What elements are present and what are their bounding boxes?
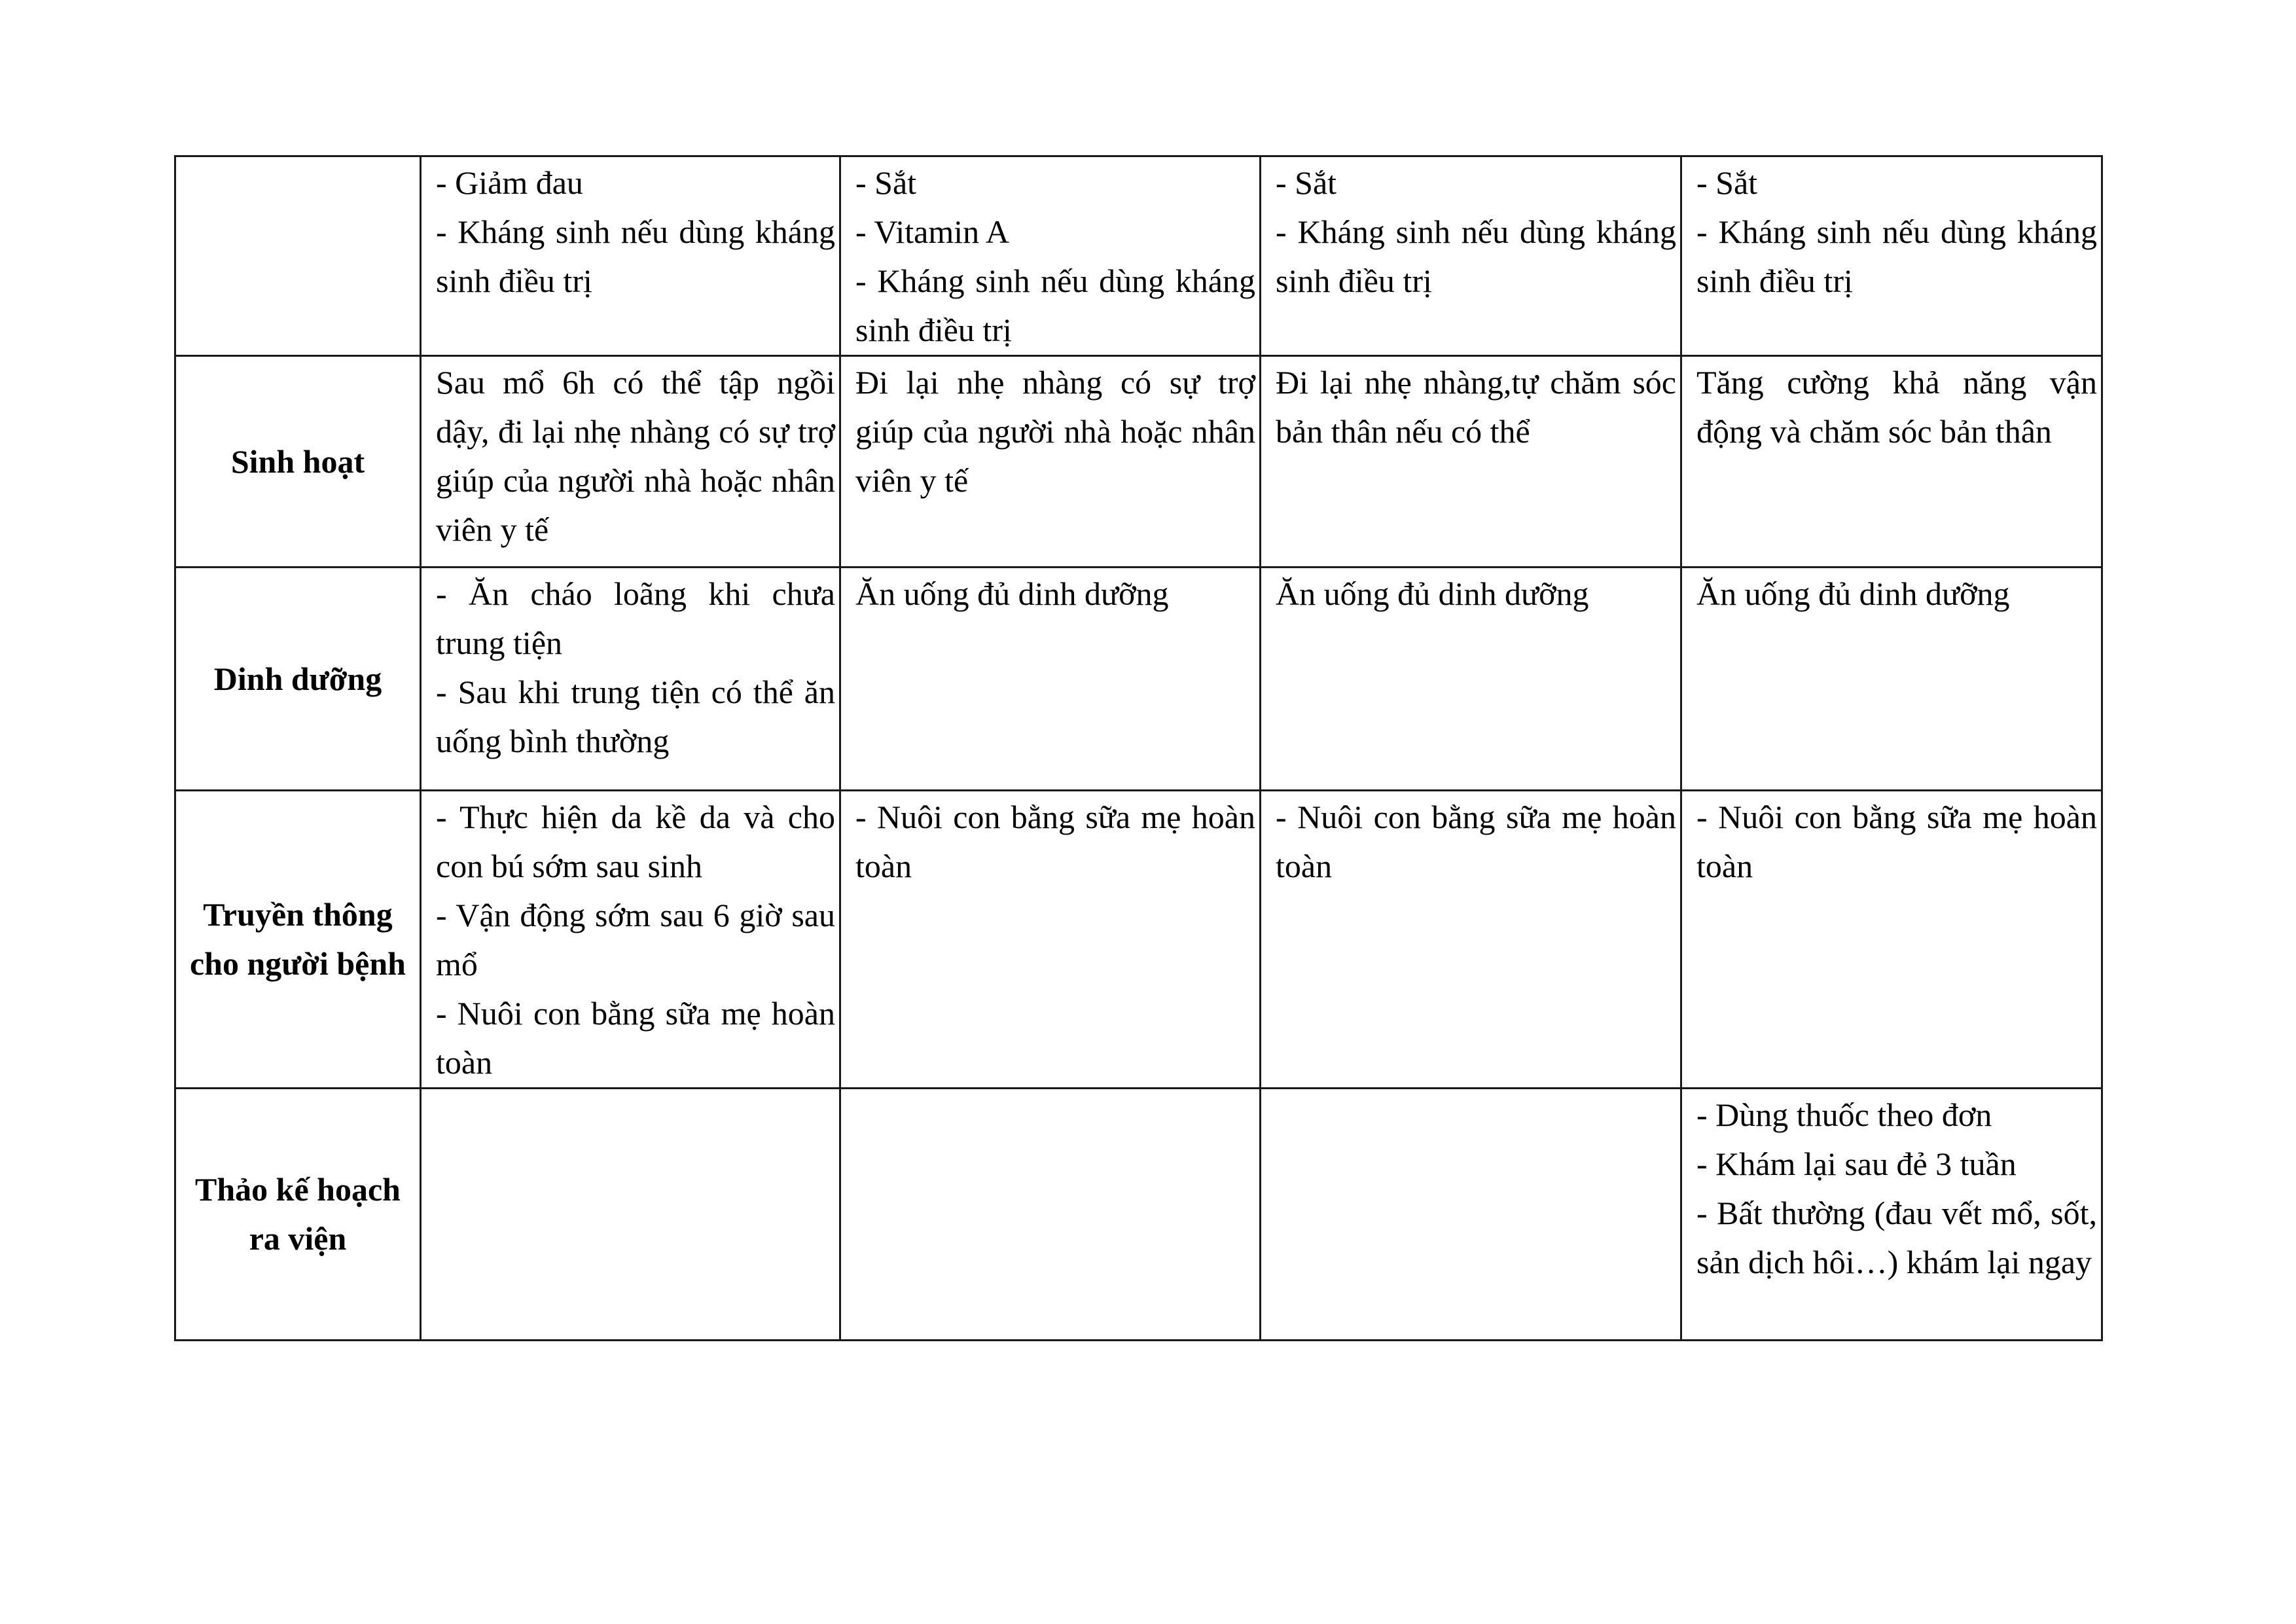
cell-text-line: - Kháng sinh nếu dùng kháng sinh điều trị [855, 262, 1255, 348]
table-row [175, 568, 2102, 791]
care-plan-table [174, 155, 2103, 1341]
cell-text-line: - Thực hiện da kề da và cho con bú sớm sau sinh [436, 799, 835, 884]
table-cell [1261, 791, 1681, 1089]
cell-text-line: - Khám lại sau đẻ 3 tuần [1696, 1146, 2017, 1182]
cell-text-line: - Vận động sớm sau 6 giờ sau mổ [436, 897, 835, 983]
cell-text-line: - Nuôi con bằng sữa mẹ hoàn toàn [1696, 799, 2097, 884]
row-header-cell: Sinh hoạt [175, 356, 421, 568]
table-cell [840, 568, 1261, 791]
table-cell [421, 156, 840, 356]
cell-text-line: - Bất thường (đau vết mổ, sốt, sản dịch hôi…) khám lại ngay [1696, 1195, 2097, 1280]
cell-text-line: - Sắt [855, 164, 917, 201]
cell-text-line: - Giảm đau [436, 164, 583, 201]
cell-text-line: - Nuôi con bằng sữa mẹ hoàn toàn [1276, 799, 1676, 884]
cell-text-line: Ăn uống đủ dinh dưỡng [1696, 575, 2010, 612]
table-cell [1681, 568, 2102, 791]
table-cell [421, 568, 840, 791]
cell-text-line: - Sau khi trung tiện có thể ăn uống bình thường [436, 674, 835, 759]
table-cell [421, 356, 840, 568]
cell-text-line: - Ăn cháo loãng khi chưa trung tiện [436, 575, 835, 661]
table-row [175, 156, 2102, 356]
cell-text-line: - Dùng thuốc theo đơn [1696, 1096, 1992, 1133]
care-plan-table-body [175, 156, 2102, 1341]
table-cell [421, 1089, 840, 1341]
cell-text-line: - Nuôi con bằng sữa mẹ hoàn toàn [855, 799, 1255, 884]
table-cell [1681, 356, 2102, 568]
table-cell [1681, 791, 2102, 1089]
row-header-cell: Truyền thông cho người bệnh [175, 791, 421, 1089]
cell-text-line: Đi lại nhẹ nhàng có sự trợ giúp của người nhà hoặc nhân viên y tế [855, 364, 1255, 499]
cell-text-line: - Vitamin A [855, 213, 1009, 250]
table-cell [1261, 568, 1681, 791]
cell-text-line: - Sắt [1696, 164, 1758, 201]
row-header-cell: Thảo kế hoạch ra viện [175, 1089, 421, 1341]
cell-text-line: - Sắt [1276, 164, 1337, 201]
table-cell [840, 1089, 1261, 1341]
cell-text-line: Sau mổ 6h có thể tập ngồi dậy, đi lại nhẹ nhàng có sự trợ giúp của người nhà hoặc nhân viên y tế [436, 364, 835, 548]
cell-text-line: - Kháng sinh nếu dùng kháng sinh điều trị [436, 213, 835, 299]
cell-text-line: Tăng cường khả năng vận động và chăm sóc bản thân [1696, 364, 2097, 450]
cell-text-line: - Kháng sinh nếu dùng kháng sinh điều trị [1276, 213, 1676, 299]
table-cell [840, 791, 1261, 1089]
row-header-cell [175, 156, 421, 356]
table-cell [840, 156, 1261, 356]
table-cell [1261, 156, 1681, 356]
row-header-cell: Dinh dưỡng [175, 568, 421, 791]
table-cell [840, 356, 1261, 568]
table-cell [1261, 356, 1681, 568]
cell-text-line: Đi lại nhẹ nhàng,tự chăm sóc bản thân nếu có thể [1276, 364, 1676, 450]
cell-text-line: Ăn uống đủ dinh dưỡng [855, 575, 1169, 612]
table-cell [1681, 156, 2102, 356]
table-row [175, 791, 2102, 1089]
cell-text-line: - Nuôi con bằng sữa mẹ hoàn toàn [436, 995, 835, 1081]
table-cell [421, 791, 840, 1089]
table-row [175, 1089, 2102, 1341]
table-cell [1261, 1089, 1681, 1341]
cell-text-line: Ăn uống đủ dinh dưỡng [1276, 575, 1589, 612]
table-cell [1681, 1089, 2102, 1341]
cell-text-line: - Kháng sinh nếu dùng kháng sinh điều trị [1696, 213, 2097, 299]
table-row [175, 356, 2102, 568]
